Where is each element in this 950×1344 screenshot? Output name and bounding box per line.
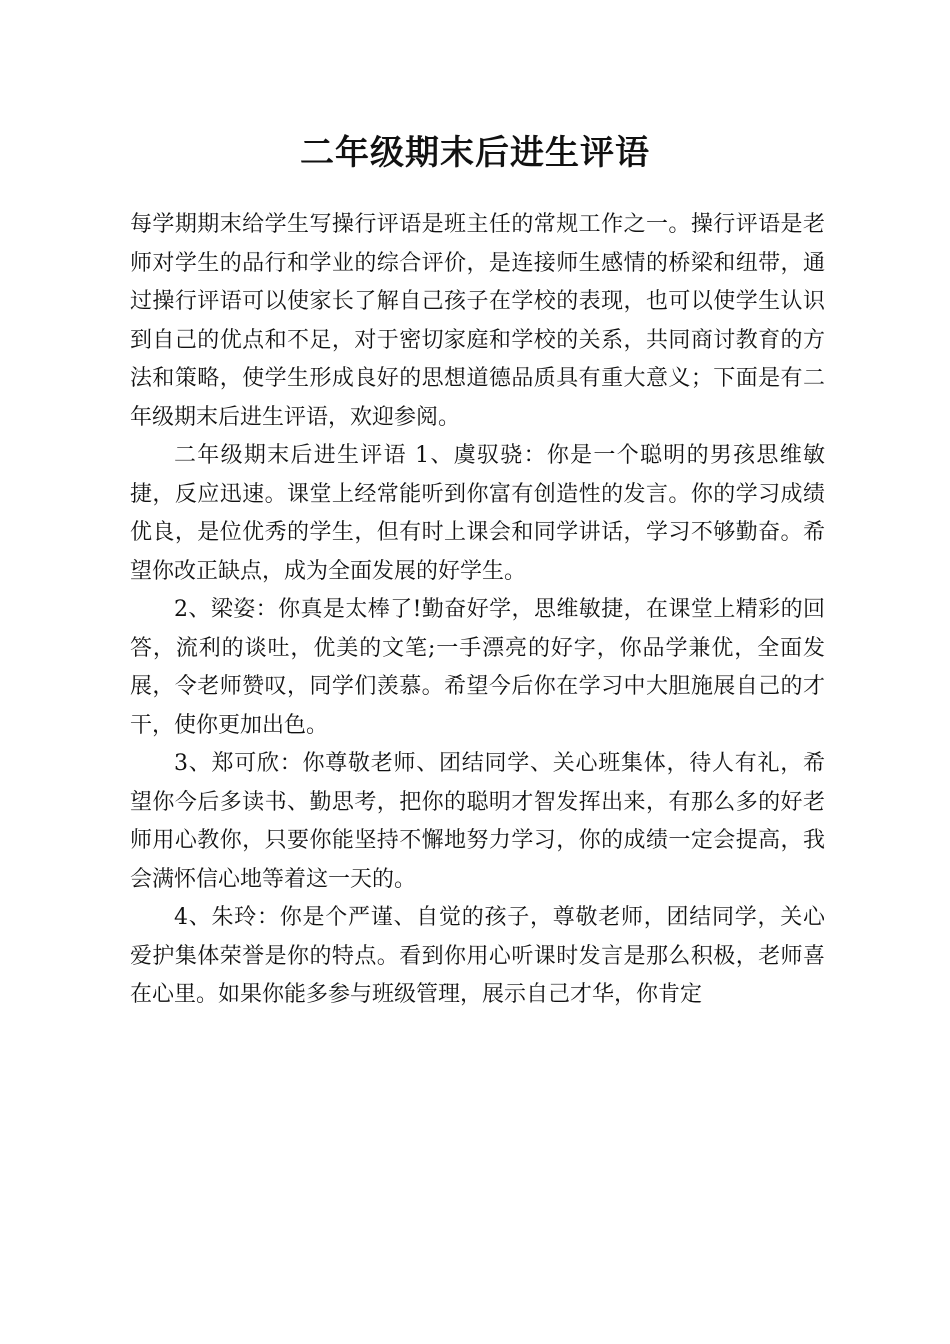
document-body [130,206,825,1015]
comment-paragraph-1: 二年级期末后进生评语 1、虞驭骁：你是一个聪明的男孩思维敏捷，反应迅速。课堂上经常能听到你富有创造性的发言。你的学习成绩优良，是位优秀的学生，但有时上课会和同学讲话，学习不够勤奋。希望你改正缺点，成为全面发展的好学生。 [130,443,825,584]
comment-paragraph-2: 2、梁姿：你真是太棒了!勤奋好学，思维敏捷，在课堂上精彩的回答，流利的谈吐，优美的文笔;一手漂亮的好字，你品学兼优，全面发展，令老师赞叹，同学们羡慕。希望今后你在学习中大胆施展自己的才干，使你更加出色。 [130,597,825,738]
comment-paragraph-3: 3、郑可欣：你尊敬老师、团结同学、关心班集体，待人有礼，希望你今后多读书、勤思考，把你的聪明才智发挥出来，有那么多的好老师用心教你，只要你能坚持不懈地努力学习，你的成绩一定会提高，我会满怀信心地等着这一天的。 [130,751,825,892]
comment-paragraph-4: 4、朱玲：你是个严谨、自觉的孩子，尊敬老师，团结同学，关心爱护集体荣誉是你的特点。看到你用心听课时发言是那么积极，老师喜在心里。如果你能多参与班级管理，展示自己才华，你肯定 [130,905,825,1007]
document-title: 二年级期末后进生评语 [300,133,650,173]
intro-paragraph: 每学期期末给学生写操行评语是班主任的常规工作之一。操行评语是老师对学生的品行和学业的综合评价，是连接师生感情的桥梁和纽带，通过操行评语可以使家长了解自己孩子在学校的表现，也可以使学生认识到自己的优点和不足，对于密切家庭和学校的关系，共同商讨教育的方法和策略，使学生形成良好的思想道德品质具有重大意义；下面是有二年级期末后进生评语，欢迎参阅。 [130,212,825,430]
